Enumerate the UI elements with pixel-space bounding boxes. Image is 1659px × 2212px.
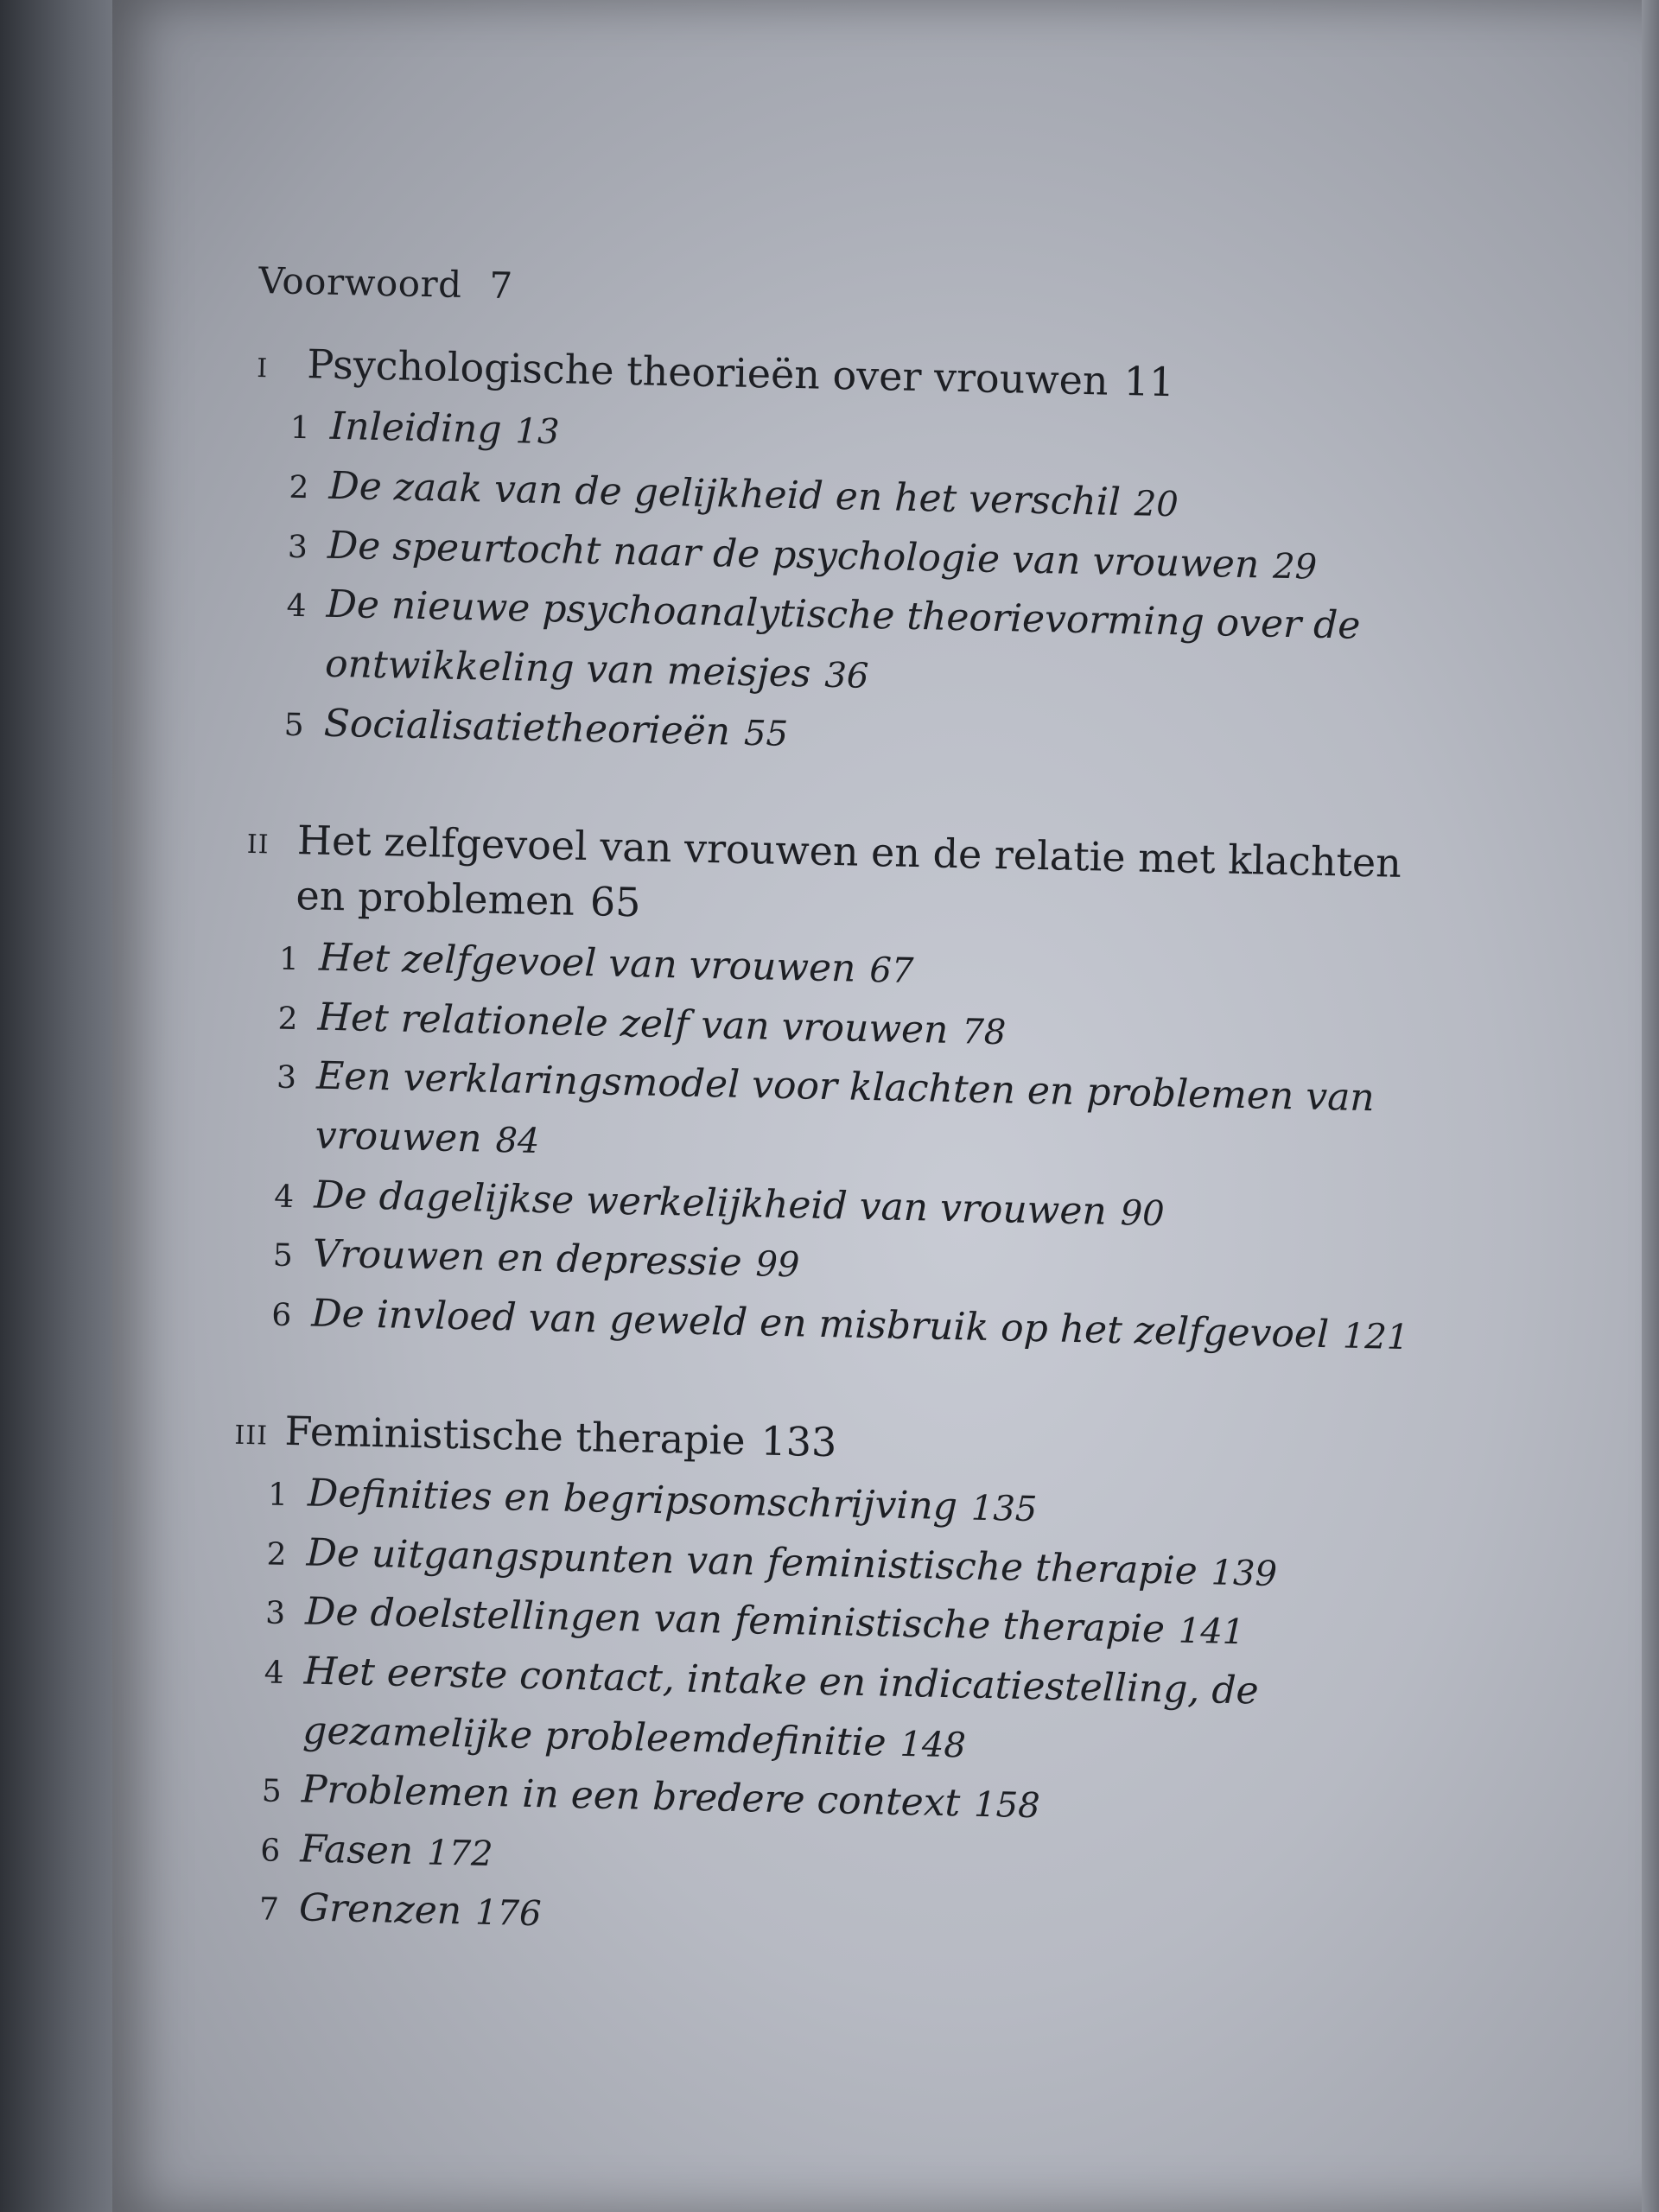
chapter-page: 90 xyxy=(1120,1192,1166,1234)
chapter-page: 99 xyxy=(755,1244,800,1286)
chapter-page: 78 xyxy=(961,1012,1007,1053)
chapter-title-text: Het eerste contact, intake en indicatiestelling, de gezamelijke probleemdefinitie xyxy=(302,1649,1260,1765)
chapter-number: 2 xyxy=(277,1001,298,1037)
part-page: 65 xyxy=(589,877,642,926)
chapter-title-text: Socialisatietheorieën xyxy=(323,701,731,754)
chapter-title-text: Vrouwen en depressie xyxy=(312,1231,743,1286)
chapter-number: 4 xyxy=(286,588,307,625)
chapter-page: 55 xyxy=(743,713,789,754)
part-numeral: I xyxy=(256,353,269,385)
book-spine-shadow xyxy=(0,0,130,2212)
part-title xyxy=(296,813,1457,947)
chapter-number: 6 xyxy=(260,1833,281,1869)
chapter-number: 3 xyxy=(287,529,308,565)
chapter-number: 4 xyxy=(264,1655,285,1691)
chapter-title-text: Fasen xyxy=(299,1827,414,1873)
toc-part-2 xyxy=(237,812,1458,1367)
chapter-number: 3 xyxy=(276,1060,297,1096)
page-edge xyxy=(1642,0,1659,2212)
chapter-title-text: De nieuwe psychoanalytische theorievorming over de ontwikkeling van meisjes xyxy=(324,582,1361,696)
chapter-title-text: De dagelijkse werkelijkheid van vrouwen xyxy=(313,1173,1108,1234)
chapter-number: 7 xyxy=(258,1891,280,1929)
chapter-number: 5 xyxy=(272,1237,294,1274)
chapter-list xyxy=(237,927,1455,1368)
chapter-title xyxy=(315,1047,1452,1190)
foreword-label: Voorwoord xyxy=(257,259,463,306)
part-heading xyxy=(245,812,1457,947)
chapter-list xyxy=(224,1463,1443,1962)
chapter-page: 67 xyxy=(868,950,914,992)
chapter-title-text: Problemen in een bredere context xyxy=(301,1767,961,1826)
chapter-number: 1 xyxy=(289,410,311,447)
chapter-title-text: Definities en begripsomschrijving xyxy=(307,1471,958,1529)
chapter-number: 1 xyxy=(278,941,300,978)
chapter-page: 84 xyxy=(494,1120,540,1162)
chapter-title-text: Inleiding xyxy=(329,404,503,453)
chapter-page: 172 xyxy=(426,1833,493,1874)
chapter-number: 2 xyxy=(289,469,309,506)
chapter-page: 158 xyxy=(973,1784,1041,1827)
part-page: 133 xyxy=(760,1416,837,1465)
toc-part-1 xyxy=(249,336,1467,777)
chapter-number: 5 xyxy=(283,707,305,743)
chapter-title-text: De uitgangspunten van feministische therapie xyxy=(306,1530,1198,1593)
part-title-text: Het zelfgevoel van vrouwen en de relatie met klachten en problemen xyxy=(296,817,1402,925)
chapter-title xyxy=(302,1642,1440,1784)
chapter-page: 141 xyxy=(1178,1611,1245,1653)
chapter-title-text: Grenzen xyxy=(298,1885,462,1934)
chapter-number: 3 xyxy=(264,1595,286,1632)
part-page: 11 xyxy=(1122,357,1175,406)
part-title-text: Feministische therapie xyxy=(284,1407,747,1464)
chapter-title-text: Een verklaringsmodel voor klachten en problemen van vrouwen xyxy=(315,1054,1376,1161)
chapter-title-text: De invloed van geweld en misbruik op het zelfgevoel xyxy=(310,1291,1330,1357)
chapter-page: 135 xyxy=(970,1488,1038,1530)
foreword-page: 7 xyxy=(488,264,514,308)
chapter-page: 148 xyxy=(899,1724,967,1766)
chapter-number: 4 xyxy=(273,1179,295,1215)
chapter-title-text: De doelstellingen van feministische therapie xyxy=(304,1589,1166,1652)
chapter-number: 1 xyxy=(267,1477,289,1513)
chapter-page: 176 xyxy=(474,1893,542,1935)
chapter-title xyxy=(324,575,1462,718)
chapter-page: 13 xyxy=(515,411,560,453)
chapter-page: 36 xyxy=(823,655,869,696)
chapter-number: 5 xyxy=(261,1773,283,1810)
chapter-number: 2 xyxy=(266,1536,287,1573)
chapter-page: 20 xyxy=(1134,484,1179,525)
chapter-number: 6 xyxy=(270,1297,292,1333)
part-title-text: Psychologische theorieën over vrouwen xyxy=(306,340,1109,404)
toc-part-3 xyxy=(224,1402,1445,1962)
chapter-list xyxy=(249,396,1465,777)
part-numeral: II xyxy=(246,830,270,861)
chapter-page: 29 xyxy=(1272,546,1318,588)
chapter-title-text: Het zelfgevoel van vrouwen xyxy=(318,935,856,991)
chapter-title-text: De zaak van de gelijkheid en het verschil xyxy=(327,463,1122,525)
chapter-page: 121 xyxy=(1342,1316,1409,1358)
chapter-title-text: Het relationele zelf van vrouwen xyxy=(317,995,949,1052)
part-numeral: III xyxy=(234,1420,269,1452)
chapter-title-text: De speurtocht naar de psychologie van vrouwen xyxy=(327,523,1260,588)
chapter-page: 139 xyxy=(1211,1553,1278,1594)
table-of-contents xyxy=(223,259,1469,2023)
